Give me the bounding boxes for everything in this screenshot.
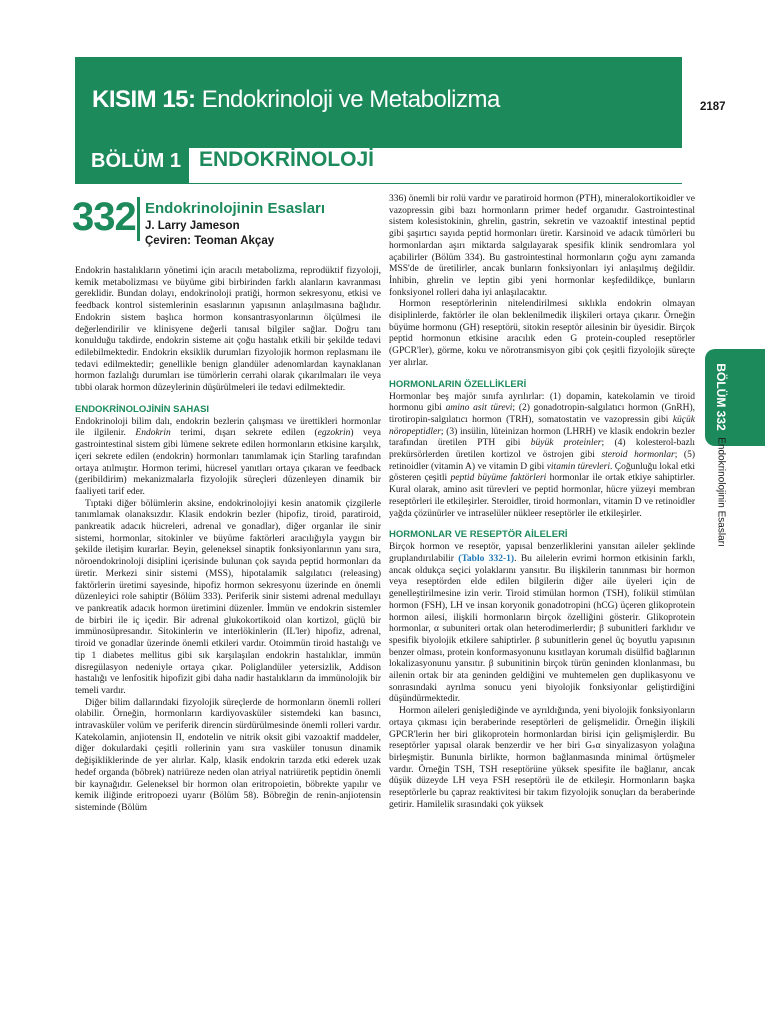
paragraph: Tıptaki diğer bölümlerin aksine, endokrinolojiyi kesin anatomik çizgilerle tanımlamak olanaksızdır. Klasik endokrin bezler (hipofiz, tiroid, paratiroid, pankreatik adacık hücreleri, adrenal ve gonadlar), diğer organlar ile sinir sistemi, hormonlar, sitokinler ve büyüme faktörleri aracılığıyla yaygın bir şekilde iletişim kurarlar. Beyin, geleneksel sinaptik fonksiyonlarının yanı sıra, nöroendokrinoloji disiplini içerisinde bulunan çok sayıda peptid hormonları da üretir. Merkezi sinir sistemi (MSS), hipotalamik salgılatıcı (releasing) faktörlerin üretimi sayesinde, hipofiz hormon sekresyonu üzerinde en önemli düzenleyici role sahiptir (Bölüm 333). Periferik sinir sistemi adrenal medullayı ve pankreatik adacık hormon üretimini düzenler. İmmün ve endokrin sistemler de birbiri ile iç içedir. Bir adrenal glukokortikoid olan kortizol, güçlü bir immünosüpresandır. Sitokinlerin ve interlökinlerin (IL'ler) hipofiz, adrenal, tiroid ve gonadlar üzerinde önemli etkileri vardır. Otoimmün tiroid hastalığı ve tip 1 diabetes mellitus gibi sık karşılaşılan endokrin hastalıklar, immün disregülasyon nedeniyle ortaya çıkar. Poliglandüler yetersizlik, Addison hastalığı ve lenfositik hipofizit gibi daha nadir hastalıkların da immünolojik bir temeli vardır. bbox=[75, 498, 381, 696]
paragraph: 336) önemli bir rolü vardır ve paratiroid hormon (PTH), mineralokortikoidler ve vazopressin gibi bazı hormonların primer hedef organıdır. Gastrointestinal sistem kolesistokinin, ghrelin, gastrin, sekretin ve vazoaktif intestinal peptid gibi şaşırtıcı sayıda peptid hormonları üretir. Karsinoid ve adacık tümörleri bu hormonlardan aşırı miktarda salgılayarak spesifik klinik sendromlara yol açabilirler (Bölüm 334). Bu gastrointestinal hormonların çoğu aynı zamanda MSS'de de üretilirler, ancak bunların fonksiyonları iyi anlaşılmış değildir. İnhibin, ghrelin ve leptin gibi yeni hormonlar keşfedildikçe, bunların fonksiyonel rolleri daha iyi anlaşılacaktır. bbox=[389, 194, 695, 298]
chapter-author: J. Larry Jameson bbox=[145, 220, 240, 232]
right-column bbox=[389, 194, 695, 811]
table-link[interactable]: (Tablo 332-1) bbox=[458, 553, 515, 564]
section-number: BÖLÜM 1 bbox=[91, 150, 181, 172]
chapter-divider bbox=[137, 197, 140, 241]
part-name: Endokrinoloji ve Metabolizma bbox=[201, 86, 500, 113]
heading-scope: ENDOKRİNOLOJİNİN SAHASI bbox=[75, 403, 210, 415]
heading-hormone-properties: HORMONLARIN ÖZELLİKLERİ bbox=[389, 378, 527, 390]
part-title bbox=[92, 86, 500, 114]
paragraph: Hormon aileleri genişlediğinde ve ayrıldığında, yeni biyolojik fonksiyonların ortaya çıkması için beraberinde reseptörleri de gelişmelidir. Örneğin ilişkili GPCR'lerin her biri glikoprotein hormonlardan birisi için gelişmişlerdir. Bu reseptörler yapısal olarak benzerdir ve her biri Gₛα sinyalizasyon yolağına birleşmiştir. Bununla birlikte, hormon bağlanmasında minimal örtüşmeler vardır. Örneğin TSH, TSH reseptörüne yüksek spesifite ile bağlanır, ancak düşük düzeyde LH veya FSH reseptörü ile de etkileşir. Hormonların başka reseptörlerle bu çapraz reaktivitesi bir takım fizyolojik sonuçları da beraberinde getirir. Hamilelik sırasındaki çok yüksek bbox=[389, 706, 695, 810]
paragraph: Hormon reseptörlerinin nitelendirilmesi sıklıkla endokrin olmayan disiplinlerde, faktörler ile olan beklenilmedik ilişkileri ortaya çıkarır. Örneğin büyüme hormonu (GH) reseptörü, sitokin reseptör ailesinin bir üyesidir. Birçok peptid hormonun etkisine aracılık eden G protein-coupled reseptörler (GPCR'ler), görme, koku ve nörotransmisyon gibi çok çeşitli fizyolojik süreçte yer alırlar. bbox=[389, 299, 695, 368]
side-tab-label: BÖLÜM 332 bbox=[714, 363, 728, 431]
left-column bbox=[75, 266, 381, 815]
section-rule bbox=[189, 183, 682, 184]
section-title: ENDOKRİNOLOJİ bbox=[199, 148, 375, 171]
page-number: 2187 bbox=[700, 101, 726, 113]
heading-receptor-families: HORMONLAR VE RESEPTÖR AİLELERİ bbox=[389, 529, 568, 541]
chapter-title: Endokrinolojinin Esasları bbox=[145, 200, 326, 217]
paragraph: Endokrinoloji bilim dalı, endokrin bezlerin çalışması ve ürettikleri hormonlar ile ilgilenir. Endokrin terimi, dışarı sekrete edilen (egzokrin) veya gastrointestinal sistem gibi lümene sekrete edilen hormonların etkisine karşılık, içeri sekrete edilen (endokrin) hormonları tanımlamak için Starling tarafından ortaya atılmıştır. Hormon terimi, hücresel yanıtları ortaya çıkaran ve feedback (geribildirim) mekanizmalarla fizyolojik süreçleri düzenleyen dinamik bir faaliyeti tarif eder. bbox=[75, 416, 381, 497]
paragraph: Diğer bilim dallarındaki fizyolojik süreçlerde de hormonların önemli rolleri olabilir. Örneğin, hormonların kardiyovasküler sistemdeki kan basıncı, intravasküler volüm ve periferik direncin sürdürülmesinde önemli rolleri vardır. Katekolamin, anjiotensin II, endotelin ve nitrik oksit gibi vazoaktif maddeler, diğer dokulardaki çeşitli rollerinin yanı sıra vasküler tonusun dinamik değişikliklerinde de yer alırlar. Kalp, klasik endokrin tarzda etki ederek uzak hedef organda (böbrek) natriüreze neden olan atriyal natriüretik peptidin önemli bir kaynağıdır. Geleneksel bir hormon olan eritropoietin, böbrekte yapılır ve kemik iliğinde eritropoezi uyarır (Bölüm 58). Böbreğin de renin-anjiotensin sisteminde (Bölüm bbox=[75, 697, 381, 813]
part-label: KISIM 15: bbox=[92, 86, 196, 113]
intro-paragraph: Endokrin hastalıkların yönetimi için aracılı metabolizma, reprodüktif fizyoloji, kemik metabolizması ve büyüme gibi birbirinden farklı alanların kavranması gereklidir. Bundan dolayı, endokrinoloji pratiği, hormon sekresyonu, etkisi ve feedback kontrol sistemlerinin esaslarının yapısının anlaşılmasına bağlıdır. Endokrin sistem başlıca hormon konsantrasyonlarının ölçülmesi ile değerlendirilir ve klinisyene değerli tanısal bilgiler sağlar. Doğru tanı konulduğu takdirde, endokrin sisteme ait çoğu hastalık etkili bir şekilde tedavi edilebilmektedir. Endokrin eksiklik durumları fizyolojik hormon replasmanı ile tedavi edilmektedir; genellikle benign glandüler adenomlardan kaynaklanan hormon fazlalığı durumları ise tümörlerin cerrahi olarak çıkarılmaları ile veya tıbbi olarak hormon düzeylerinin düşürülmeleri ile tedavi edilmektedir. bbox=[75, 266, 381, 394]
running-title: Endokrinolojinin Esasları bbox=[715, 437, 727, 547]
paragraph: Birçok hormon ve reseptör, yapısal benzerliklerini yansıtan aileler şeklinde gruplandırılabilir (Tablo 332-1). Bu ailelerin evrimi hormon etkisinin farklı, ancak oldukça seçici yolaklarını yansıtır. Bu ilişkilerin tanınması bir hormon veya reseptörden elde edilen bilgilerin diğer aile üyeleri için de genelleştirilmesine izin verir. Tiroid stimülan hormon (TSH), folikül stimülan hormon (FSH), LH ve insan koryonik gonadotropini (hCG) üçeren glikoprotein hormon ailesi, ilişkili hormonların birçok özelliğini gösterir. Glikoprotein hormonlar, α subuniteri ortak olan heterodimerlerdir; β subunitleri farklıdır ve spesifik biyolojik etkilere sahiptirler. β subunitlerin genel üç boyutlu yapısının benzer olması, protein konformasyonunu kısıtlayan korumalı disülfid bağlarının lokalizasyonunu yansıtır. β subunitinin birçok türün geninden klonlanması, bu ailenin ortak bir ata geninden geldiğini ve muhtemelen gen duplikasyonu ve sonrasındaki ayrılma sonucu yeni biyolojik fonksiyonlar geliştirdiğini düşündürmektedir. bbox=[389, 542, 695, 705]
chapter-translator: Çeviren: Teoman Akçay bbox=[145, 235, 275, 247]
paragraph: Hormonlar beş majör sınıfa ayrılırlar: (1) dopamin, katekolamin ve tiroid hormonu gibi amino asit türevi; (2) gonadotropin-salgılatıcı hormon (GnRH), tirotiropin-salgılatıcı hormon (TRH), somatostatin ve vazopressin gibi küçük nöropeptidler; (3) insülin, lüteinizan hormon (LHRH) ve klasik endokrin bezler tarafından üretilen PTH gibi büyük proteinler; (4) kolesterol-bazlı prekürsörlerden üretilen kortizol ve östrojen gibi steroid hormonlar; (5) retinoidler (vitamin A) ve vitamin D gibi vitamin türevleri. Çoğunluğu lokal etki gösteren çeşitli peptid büyüme faktörleri hormonlar ile ortak etkiye sahiptirler. Kural olarak, amino asit türevleri ve peptid hormonlar, hücre yüzeyi membran reseptörleri ile etkileşirler. Steroidler, tiroid hormonları, vitamin D ve retinoidler yağda çözünürler ve intraselüler nükleer reseptörler ile etkileşirler. bbox=[389, 391, 696, 519]
chapter-number: 332 bbox=[72, 195, 136, 239]
